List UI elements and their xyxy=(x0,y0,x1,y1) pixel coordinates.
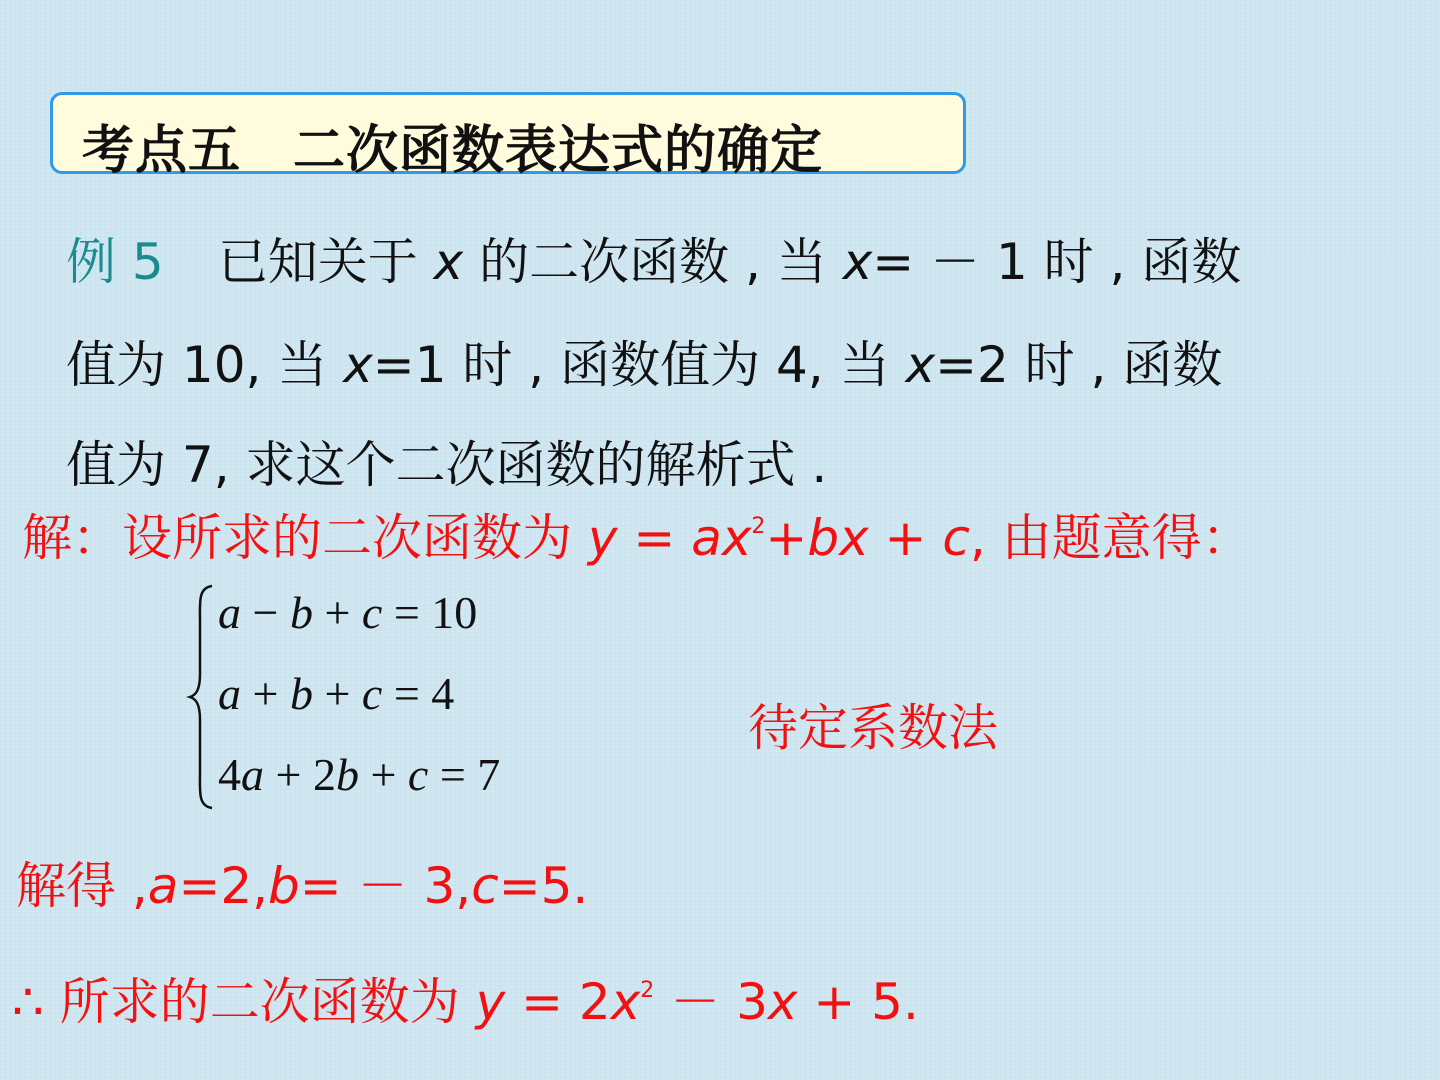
solution-result: 解得 ,a=2,b= － 3,c=5. xyxy=(16,857,589,915)
equation-3: 4a + 2b + c = 7 xyxy=(218,749,501,800)
section-number: 考点五 xyxy=(82,121,242,181)
example-label: 例 5 xyxy=(66,233,164,291)
problem-line-1: 例 5 已知关于 x 的二次函数 , 当 x= － 1 时 , 函数 xyxy=(66,233,1242,291)
equation-1: a − b + c = 10 xyxy=(218,587,478,638)
problem-line-2: 值为 10, 当 x=1 时 , 函数值为 4, 当 x=2 时 , 函数 xyxy=(66,336,1223,394)
problem-line-3: 值为 7, 求这个二次函数的解析式 . xyxy=(66,436,828,494)
section-title xyxy=(82,108,823,183)
section-topic: 二次函数表达式的确定 xyxy=(293,121,824,181)
method-note: 待定系数法 xyxy=(748,699,998,757)
system-brace xyxy=(186,582,222,812)
equation-2: a + b + c = 4 xyxy=(218,668,455,719)
solution-intro: 解：设所求的二次函数为 $y = ax^2+bx + c$, 由题意得： xyxy=(22,509,1252,567)
solution-conclusion: ∴ 所求的二次函数为 $y = 2x^2 - 3x + 5$. xyxy=(12,973,919,1031)
